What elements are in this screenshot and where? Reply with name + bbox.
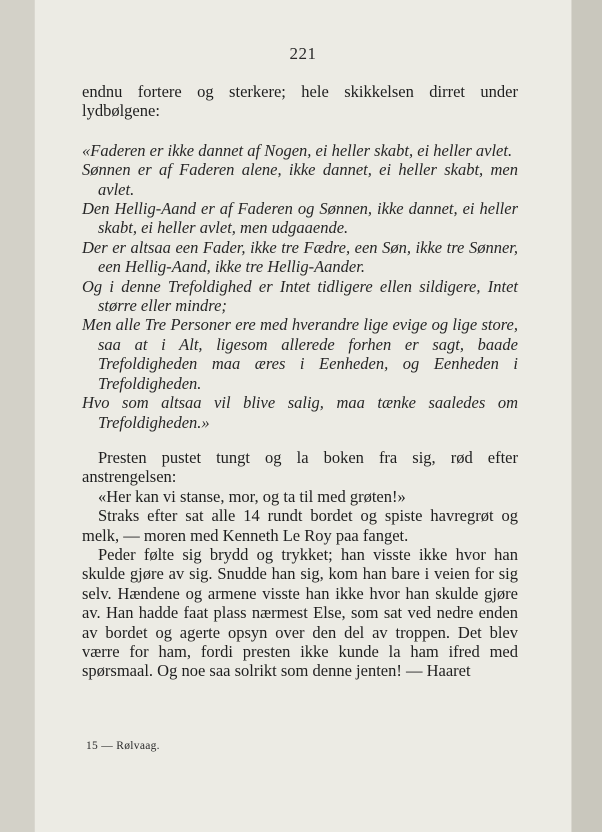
prose-paragraph: Presten pustet tungt og la boken fra sig, rød efter anstrengelsen: <box>82 447 518 487</box>
prose-section <box>82 448 518 681</box>
prose-paragraph: Peder følte sig brydd og trykket; han visste ikke hvor han skulde gjøre av sig. Snudde han sig, kom han bare i veien for sig selv. Hændene og armene visste han ikke hvor han skulde gjøre av. Han hadde faat plass nærmest Else, som sat ved nedre enden av bordet og agerte opsyn over den del av troppen. Det blev værre for ham, fordi presten ikke kunde la ham ifred med spørsmaal. Og noe saa solrikt som denne jenten! — Haaret <box>82 544 518 681</box>
creed-stanza: «Faderen er ikke dannet af Nogen, ei heller skabt, ei heller avlet. <box>82 140 513 160</box>
page-right-margin <box>572 0 602 832</box>
creed-stanza: Sønnen er af Faderen alene, ikke dannet, ei heller skabt, men avlet. <box>82 160 518 199</box>
prose-paragraph: Straks efter sat alle 14 rundt bordet og spiste havregrøt og melk, — moren med Kenneth Le Roy paa fanget. <box>82 506 518 545</box>
prose-paragraph: «Her kan vi stanse, mor, og ta til med grøten!» <box>98 486 406 506</box>
page-left-margin <box>0 0 34 832</box>
creed-stanza: Hvo som altsaa vil blive salig, maa tænke saaledes om Trefoldigheden.» <box>82 393 518 432</box>
signature-footer: 15 — Rølvaag. <box>86 740 160 752</box>
page-text <box>82 82 518 681</box>
creed-stanza: Den Hellig-Aand er af Faderen og Sønnen, ikke dannet, ei heller skabt, ei heller avlet, men udgaaende. <box>82 199 518 238</box>
creed-stanza: Og i denne Trefoldighed er Intet tidligere ellen sildigere, Intet større eller mindre; <box>82 276 518 316</box>
creed-stanza: Der er altsaa een Fader, ikke tre Fædre, een Søn, ikke tre Sønner, een Hellig-Aand, ikke tre Hellig-Aander. <box>82 237 518 277</box>
book-page <box>34 0 572 832</box>
creed-quote <box>82 141 518 432</box>
page-number: 221 <box>289 44 317 63</box>
intro-paragraph: endnu fortere og sterkere; hele skikkelsen dirret under lydbølgene: <box>82 82 518 121</box>
creed-stanza: Men alle Tre Personer ere med hverandre lige evige og lige store, saa at i Alt, ligesom allerede forhen er sagt, baade Trefoldigheden maa æres i Eenheden, og Eenheden i Trefoldigheden. <box>82 315 518 393</box>
